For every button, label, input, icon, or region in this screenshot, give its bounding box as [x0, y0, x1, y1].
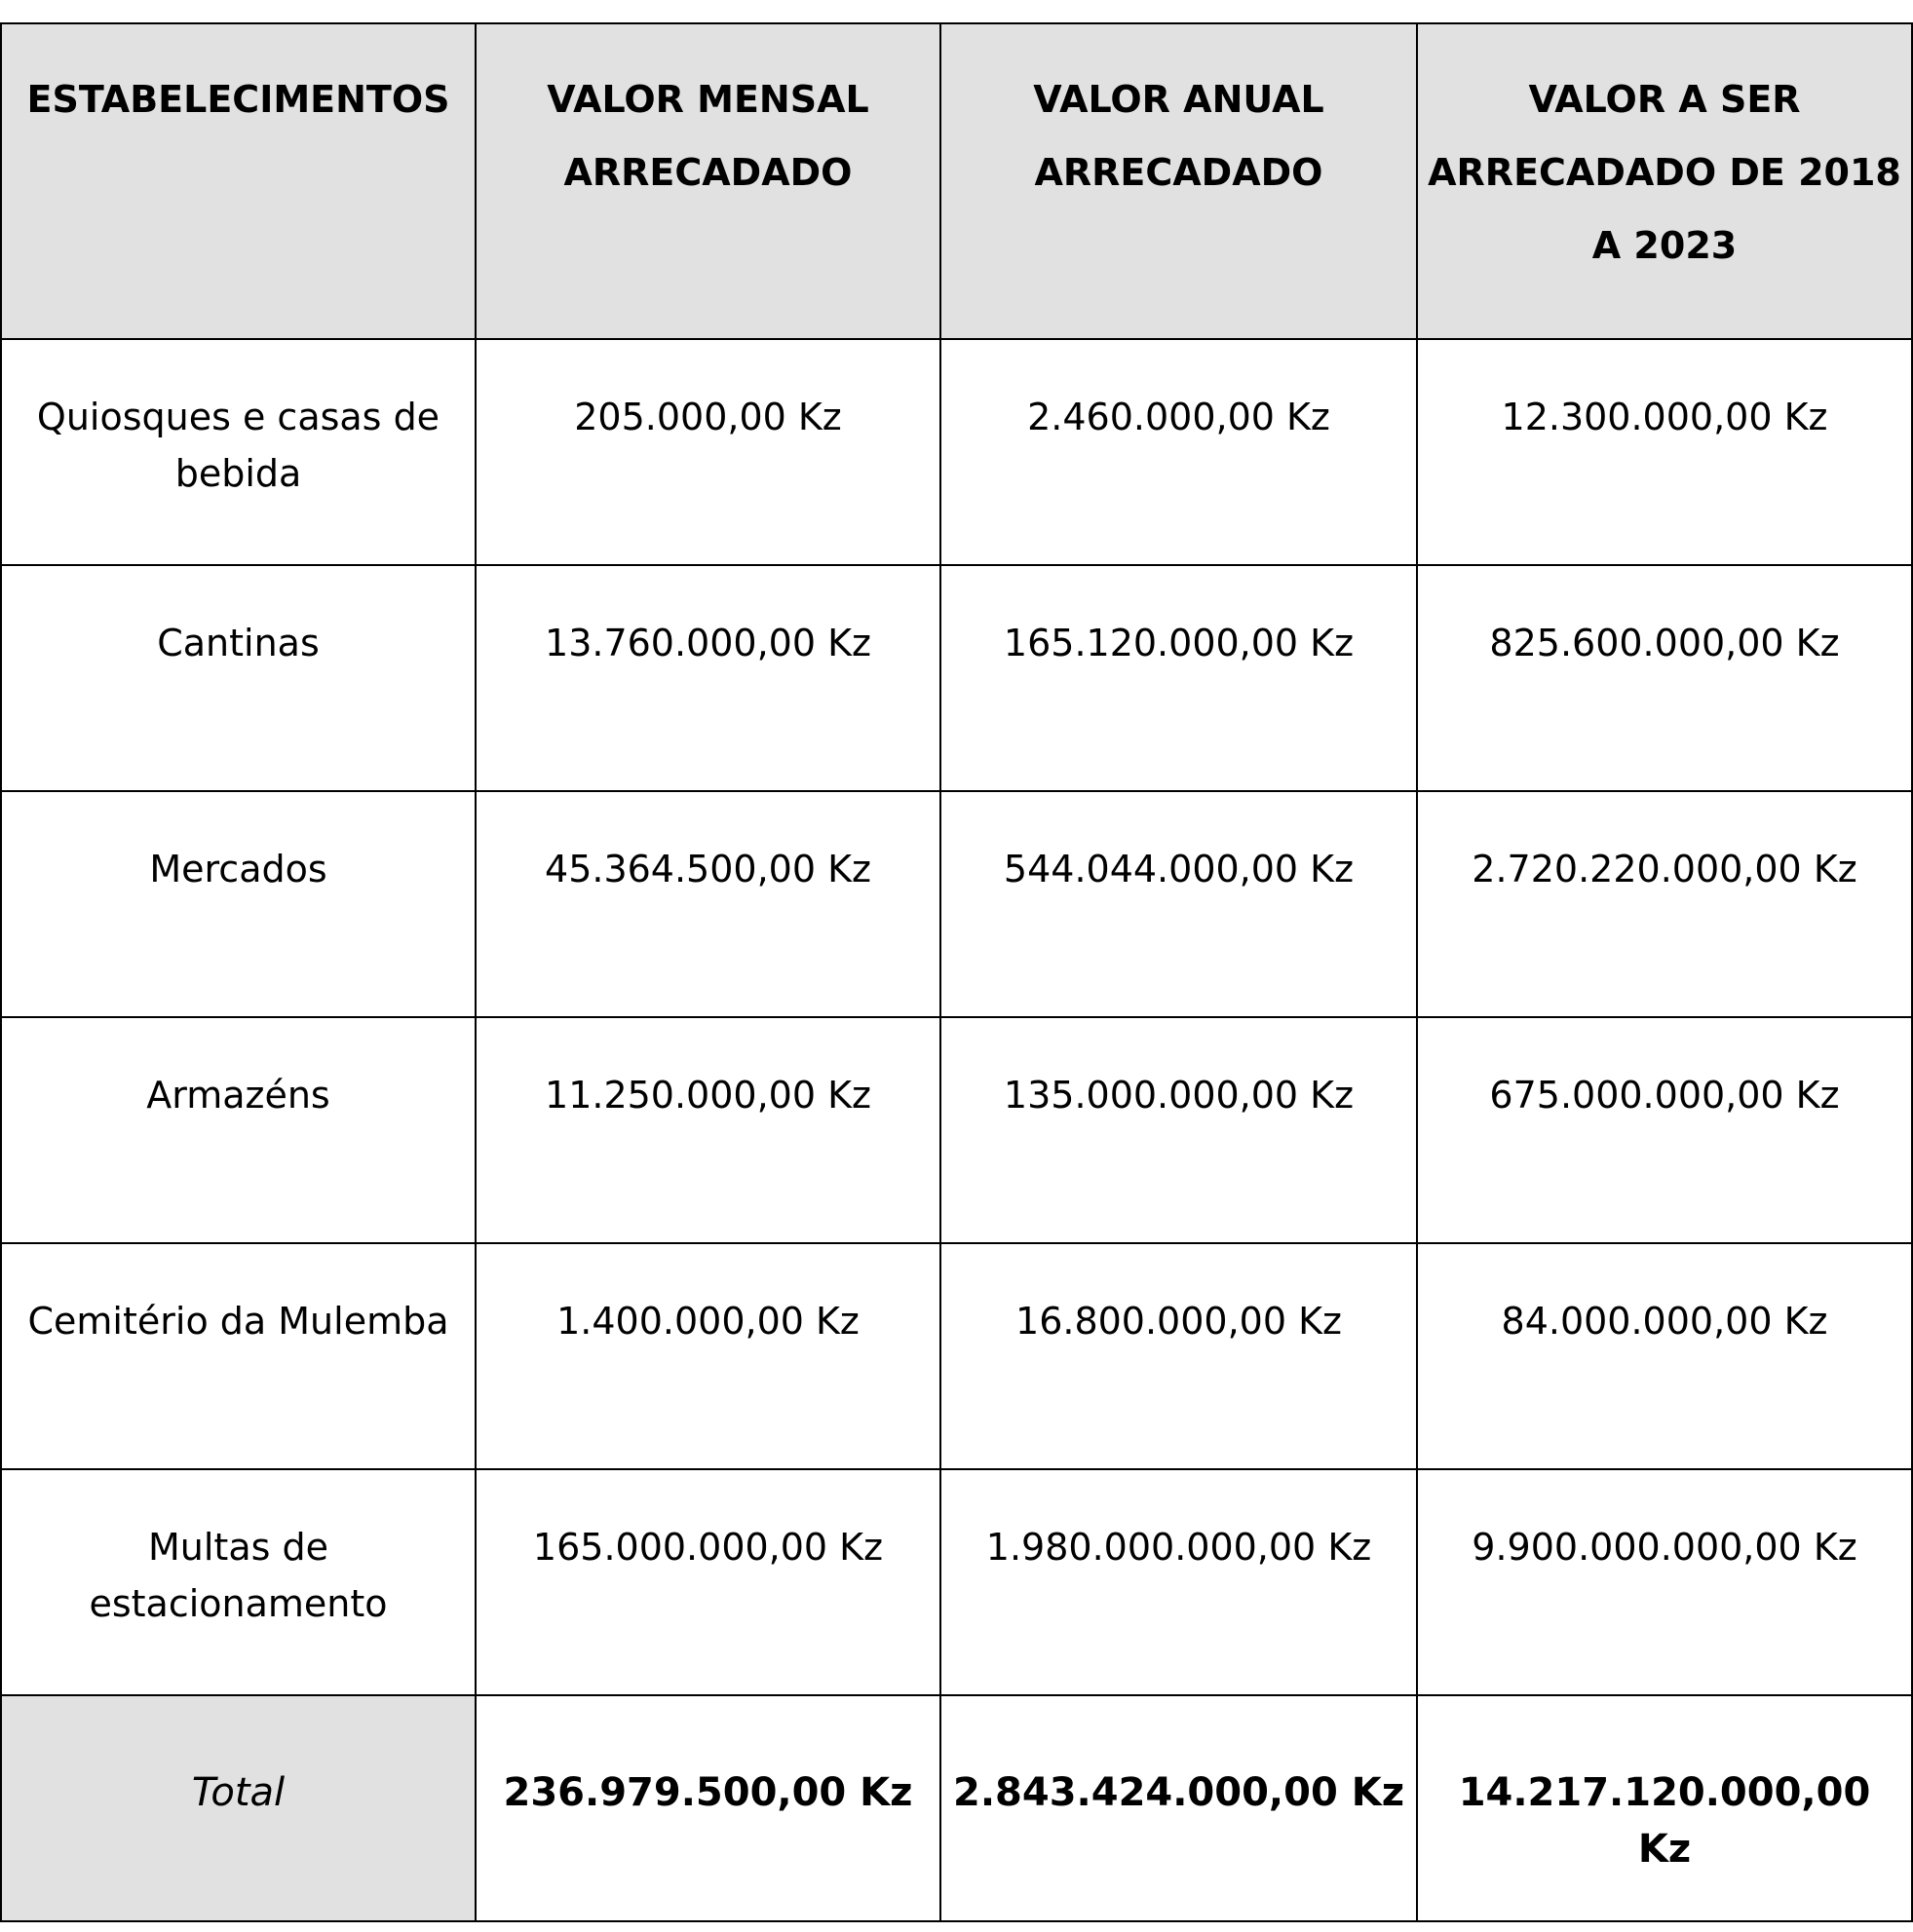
projected-value-cell: 84.000.000,00 Kz: [1417, 1243, 1912, 1469]
header-projected-value: VALOR A SER ARRECADADO DE 2018 A 2023: [1417, 23, 1912, 339]
table-row: [1, 565, 1912, 791]
annual-value-cell: 1.980.000.000,00 Kz: [940, 1469, 1417, 1695]
annual-value-cell: 135.000.000,00 Kz: [940, 1017, 1417, 1243]
revenue-table: [0, 22, 1913, 1922]
table-row: [1, 1243, 1912, 1469]
table-row: [1, 339, 1912, 565]
table-row: [1, 791, 1912, 1017]
projected-value-cell: 675.000.000,00 Kz: [1417, 1017, 1912, 1243]
projected-value-cell: 2.720.220.000,00 Kz: [1417, 791, 1912, 1017]
monthly-value-cell: 205.000,00 Kz: [476, 339, 940, 565]
total-label: Total: [1, 1695, 476, 1921]
total-annual-value: 2.843.424.000,00 Kz: [940, 1695, 1417, 1921]
annual-value-cell: 2.460.000,00 Kz: [940, 339, 1417, 565]
establishment-cell: Cemitério da Mulemba: [1, 1243, 476, 1469]
annual-value-cell: 544.044.000,00 Kz: [940, 791, 1417, 1017]
table-row: [1, 1469, 1912, 1695]
annual-value-cell: 165.120.000,00 Kz: [940, 565, 1417, 791]
projected-value-cell: 9.900.000.000,00 Kz: [1417, 1469, 1912, 1695]
total-monthly-value: 236.979.500,00 Kz: [476, 1695, 940, 1921]
monthly-value-cell: 165.000.000,00 Kz: [476, 1469, 940, 1695]
establishment-cell: Quiosques e casas de bebida: [1, 339, 476, 565]
establishment-cell: Cantinas: [1, 565, 476, 791]
total-projected-value: 14.217.120.000,00 Kz: [1417, 1695, 1912, 1921]
header-annual-value: VALOR ANUAL ARRECADADO: [940, 23, 1417, 339]
establishment-cell: Multas de estacionamento: [1, 1469, 476, 1695]
table-row: [1, 1017, 1912, 1243]
header-establishments: ESTABELECIMENTOS: [1, 23, 476, 339]
establishment-cell: Mercados: [1, 791, 476, 1017]
projected-value-cell: 825.600.000,00 Kz: [1417, 565, 1912, 791]
total-row: [1, 1695, 1912, 1921]
header-monthly-value: VALOR MENSAL ARRECADADO: [476, 23, 940, 339]
projected-value-cell: 12.300.000,00 Kz: [1417, 339, 1912, 565]
monthly-value-cell: 45.364.500,00 Kz: [476, 791, 940, 1017]
monthly-value-cell: 11.250.000,00 Kz: [476, 1017, 940, 1243]
annual-value-cell: 16.800.000,00 Kz: [940, 1243, 1417, 1469]
monthly-value-cell: 1.400.000,00 Kz: [476, 1243, 940, 1469]
monthly-value-cell: 13.760.000,00 Kz: [476, 565, 940, 791]
header-row: [1, 23, 1912, 339]
establishment-cell: Armazéns: [1, 1017, 476, 1243]
